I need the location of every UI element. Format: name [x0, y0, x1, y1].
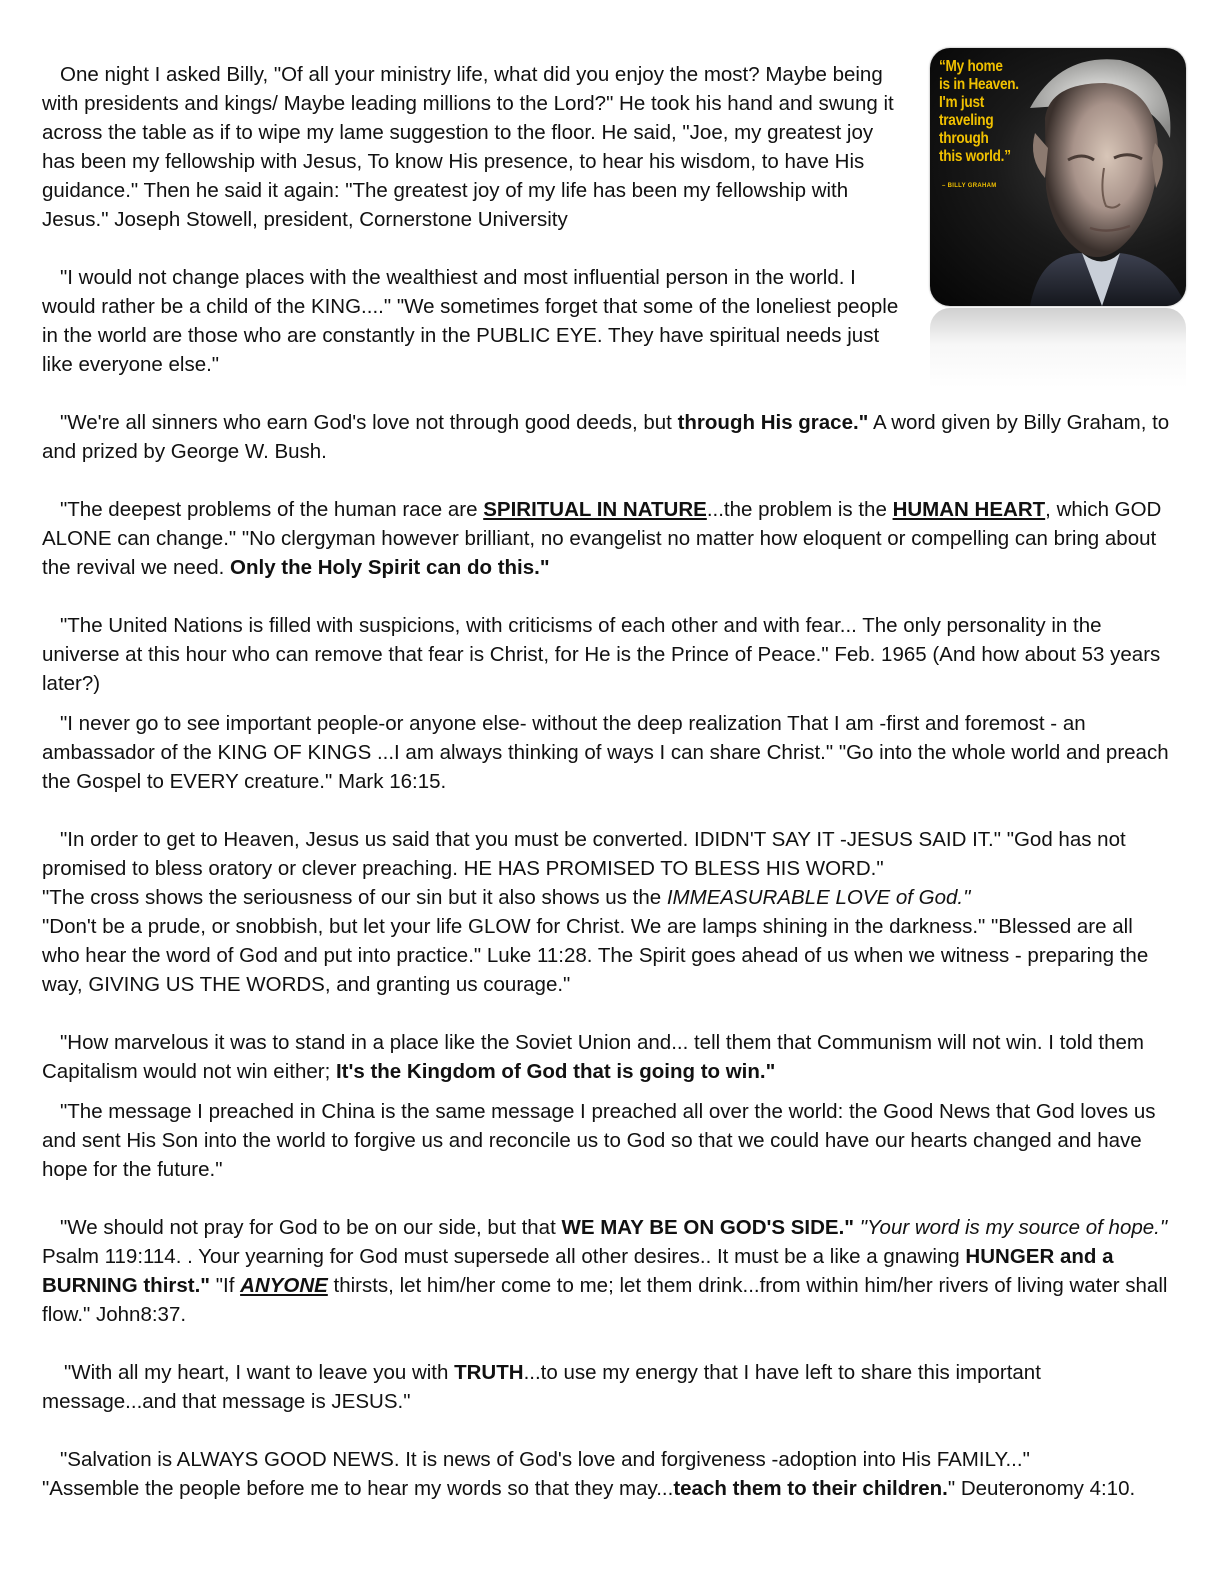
photo-quote-line: I'm just [939, 94, 985, 111]
paragraph-ambassador [42, 709, 1172, 796]
paragraph-text: One night I asked Billy, "Of all your ministry life, what did you enjoy the most? Maybe being with presidents and kings/ Maybe leading millions to the Lord?" He took his hand and swung it across the table as if to wipe my lame suggestion to the floor. He said, "Joe, my greatest joy has been my fellowship with Jesus, To know His presence, to hear his wisdom, to have His guidance." Then he said it again: "The greatest joy of my life has been my fellowship with Jesus." Joseph Stowell, president, Cornerstone University [42, 63, 894, 231]
paragraph-text: Psalm 119:114. . Your yearning for God must supersede all other desires.. It must be a like a gnawing [42, 1245, 966, 1268]
paragraph-text: "In order to get to Heaven, Jesus us said that you must be converted. IDIDN'T SAY IT -JESUS SAID IT." "God has not promised to bless oratory or clever preaching. HE HAS PROMISED TO BLESS HIS WORD." [42, 828, 1126, 880]
bold-text: through His grace." [677, 411, 869, 434]
paragraph-text: "We're all sinners who earn God's love not through good deeds, but [60, 411, 678, 434]
paragraph-text: ...to use my energy that I have left to share this important message...and that message is JESUS." [42, 1361, 1041, 1413]
paragraph-text: "Don't be a prude, or snobbish, but let your life GLOW for Christ. We are lamps shining in the darkness." "Blessed are all who hear the word of God and put into practice." Luke 11:28. The Spirit goes ahead of us when we witness - preparing the way, GIVING US THE WORDS, and granting us courage." [42, 915, 1149, 996]
paragraph-text: "The cross shows the seriousness of our sin but it also shows us the [42, 886, 667, 909]
paragraph-text: "The United Nations is filled with suspicions, with criticisms of each other and with fear... The only personality in the universe at this hour who can remove that fear is Christ, for He is the Prince of Peace." Feb. 1965 (And how about 53 years later?) [42, 614, 1161, 695]
bold-text: It's the Kingdom of God that is going to win." [335, 1060, 776, 1083]
paragraph-stowell [42, 60, 902, 234]
top-block [42, 60, 902, 379]
paragraph-text: "We should not pray for God to be on our side, but that [60, 1216, 562, 1239]
paragraph-soviet-union [42, 1028, 1172, 1086]
paragraph-text: ...the problem is the [706, 498, 893, 521]
paragraph-text: " Deuteronomy 4:10. [947, 1477, 1136, 1500]
paragraph-text: "The message I preached in China is the same message I preached all over the world: the Good News that God loves us and sent His Son into the world to forgive us and reconcile us to God so that we could have our hearts changed and have hope for the future." [42, 1100, 1156, 1181]
paragraph-converted [42, 825, 1172, 883]
paragraph-truth [42, 1358, 1172, 1416]
photo-quote-line: traveling [939, 112, 994, 129]
paragraph-text: "I would not change places with the wealthiest and most influential person in the world. I would rather be a child of the KING...." "We sometimes forget that some of the loneliest people in the world are those who are constantly in the PUBLIC EYE. They have spiritual needs just like everyone else." [42, 266, 899, 376]
paragraph-text: "With all my heart, I want to leave you with [64, 1361, 455, 1384]
bold-text: TRUTH [454, 1361, 524, 1384]
bold-italic-underline-text: ANYONE [240, 1274, 328, 1297]
paragraph-text: , which GOD ALONE can change." "No clergyman however brilliant, no evangelist no matter how eloquent or compelling can bring about the revival we need. [42, 498, 1162, 579]
bold-text: Only the Holy Spirit can do this." [230, 556, 550, 579]
photo-attribution: – BILLY GRAHAM [942, 183, 997, 189]
photo-quote-line: is in Heaven. [939, 76, 1019, 93]
photo-quote-line: “My home [939, 58, 1003, 75]
bold-underline-text: SPIRITUAL IN NATURE [483, 498, 707, 521]
paragraph-text: "I never go to see important people-or anyone else- without the deep realization That I am -first and foremost - an ambassador of the KING OF KINGS ...I am always thinking of ways I can share Christ." "Go into the whole world and preach the Gospel to EVERY creature." Mark 16:15. [42, 712, 1169, 793]
paragraph-china [42, 1097, 1172, 1184]
paragraph-text: "Salvation is ALWAYS GOOD NEWS. It is news of God's love and forgiveness -adoption into His FAMILY..." [60, 1448, 1030, 1471]
photo-quote-line: this world.” [939, 148, 1011, 165]
paragraph-deuteronomy [42, 1474, 1172, 1503]
bold-text: HUNGER and a BURNING thirst." [42, 1245, 1114, 1297]
paragraph-text: "Assemble the people before me to hear my words so that they may... [42, 1477, 674, 1500]
paragraph-text: "The deepest problems of the human race are [60, 498, 484, 521]
paragraph-grace [42, 408, 1172, 466]
italic-text: "Your word is my source of hope." [859, 1216, 1168, 1239]
document-body [42, 60, 1172, 1503]
italic-text: IMMEASURABLE LOVE of God." [666, 886, 971, 909]
photo-quote-line: through [939, 130, 989, 147]
paragraph-text: thirsts, let him/her come to me; let them drink...from within him/her rivers of living water shall flow." John8:37. [42, 1274, 1168, 1326]
bold-text: teach them to their children. [673, 1477, 948, 1500]
paragraph-united-nations [42, 611, 1172, 698]
paragraph-text: "How marvelous it was to stand in a place like the Soviet Union and... tell them that Communism will not win. I told them Capitalism would not win either; [42, 1031, 1145, 1083]
paragraph-glow [42, 912, 1172, 999]
bold-underline-text: HUMAN HEART [892, 498, 1046, 521]
paragraph-cross [42, 883, 1172, 912]
paragraph-salvation [42, 1445, 1172, 1474]
paragraph-gods-side [42, 1213, 1172, 1329]
bold-text: WE MAY BE ON GOD'S SIDE." [561, 1216, 855, 1239]
paragraph-text: "If [210, 1274, 241, 1297]
paragraph-child-of-king [42, 263, 902, 379]
paragraph-spiritual-nature [42, 495, 1172, 582]
paragraph-text: A word given by Billy Graham, to and prized by George W. Bush. [42, 411, 1170, 463]
